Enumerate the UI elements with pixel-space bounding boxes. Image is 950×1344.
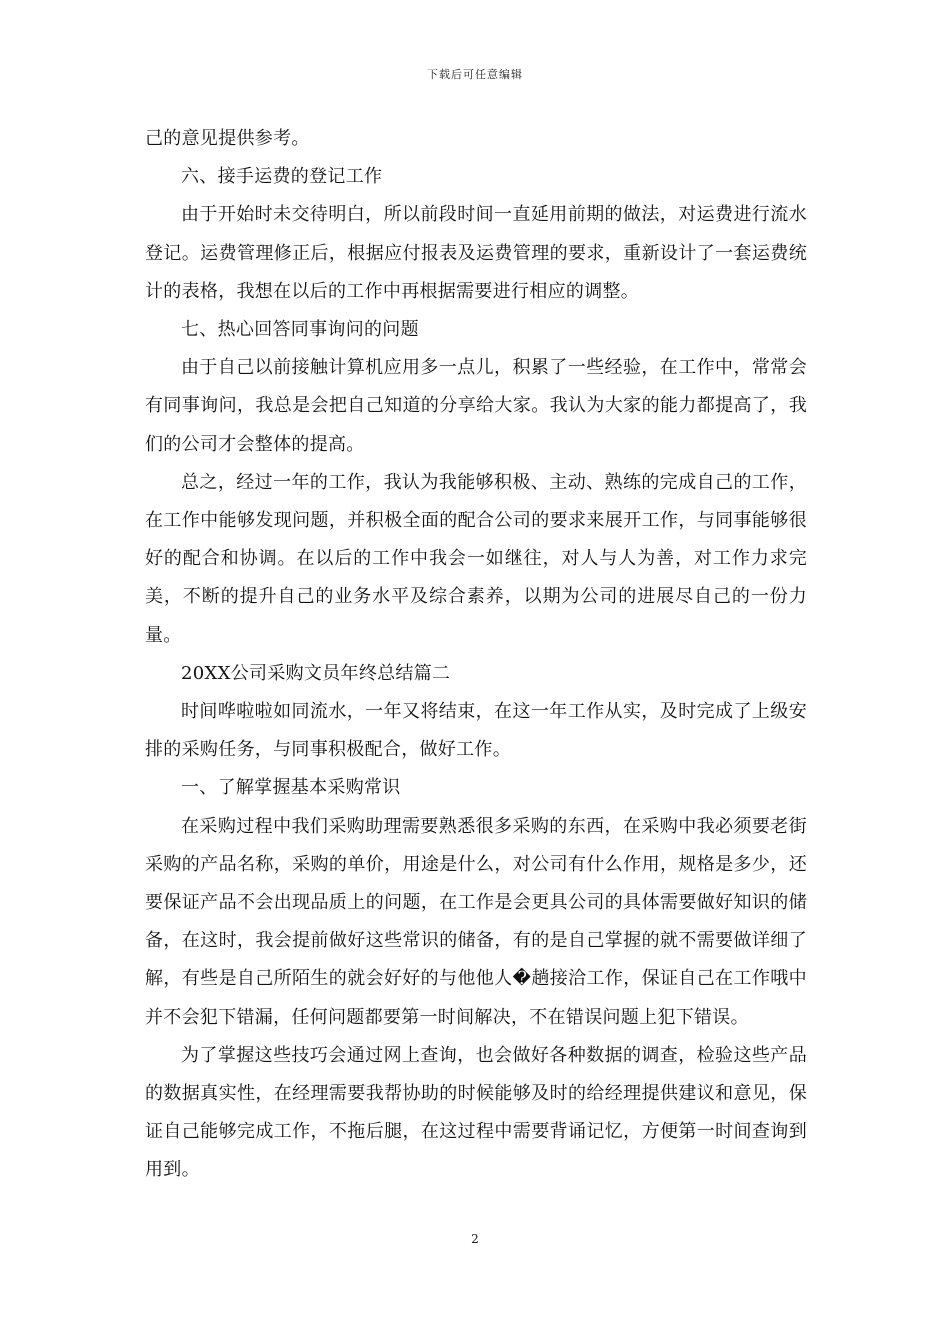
paragraph: 总之，经过一年的工作，我认为我能够积极、主动、熟练的完成自己的工作，在工作中能够发现问题，并积极全面的配合公司的要求来展开工作，与同事能够很好的配合和协调。在以后的工作中我会一如继往，对人与人为善，对工作力求完美，不断的提升自己的业务水平及综合素养，以期为公司的进展尽自己的一份力量。 [145,471,807,646]
article-title: 20XX公司采购文员年终总结篇二 [181,662,451,684]
paragraph: 为了掌握这些技巧会通过网上查询，也会做好各种数据的调查，检验这些产品的数据真实性，在经理需要我帮协助的时候能够及时的给经理提供建议和意见，保证自己能够完成工作，不拖后腿，在这过程中需要背诵记忆，方便第一时间查询到用到。 [145,1044,807,1181]
paragraph: 由于自己以前接触计算机应用多一点儿，积累了一些经验，在工作中，常常会有同事询问，我总是会把自己知道的分享给大家。我认为大家的能力都提高了，我们的公司才会整体的提高。 [145,357,807,455]
page-header: 下载后可任意编辑 [427,68,523,81]
section-heading: 六、接手运费的登记工作 [181,166,383,188]
paragraph: 在采购过程中我们采购助理需要熟悉很多采购的东西，在采购中我必须要老街采购的产品名称，采购的单价，用途是什么，对公司有什么作用，规格是多少，还要保证产品不会出现品质上的问题，在工作是会更具公司的具体需要做好知识的储备，在这时，我会提前做好这些常识的储备，有的是自己掌握的就不需要做详细了解，有些是自己所陌生的就会好好的与他他人�趟接洽工作，保证自己在工作哦中并不会犯下错漏，任何问题都要第一时间解决，不在错误问题上犯下错误。 [145,815,807,1028]
paragraph: 时间哗啦啦如同流水，一年又将结束，在这一年工作从实，及时完成了上级安排的采购任务，与同事积极配合，做好工作。 [145,701,807,761]
page-number: 2 [471,1232,479,1246]
section-heading: 一、了解掌握基本采购常识 [181,777,401,799]
section-heading: 七、热心回答同事询问的问题 [181,319,419,341]
document-body [145,120,807,1190]
paragraph: 由于开始时未交待明白，所以前段时间一直延用前期的做法，对运费进行流水登记。运费管理修正后，根据应付报表及运费管理的要求，重新设计了一套运费统计的表格，我想在以后的工作中再根据需要进行相应的调整。 [145,204,807,302]
paragraph: 己的意见提供参考。 [145,128,310,149]
